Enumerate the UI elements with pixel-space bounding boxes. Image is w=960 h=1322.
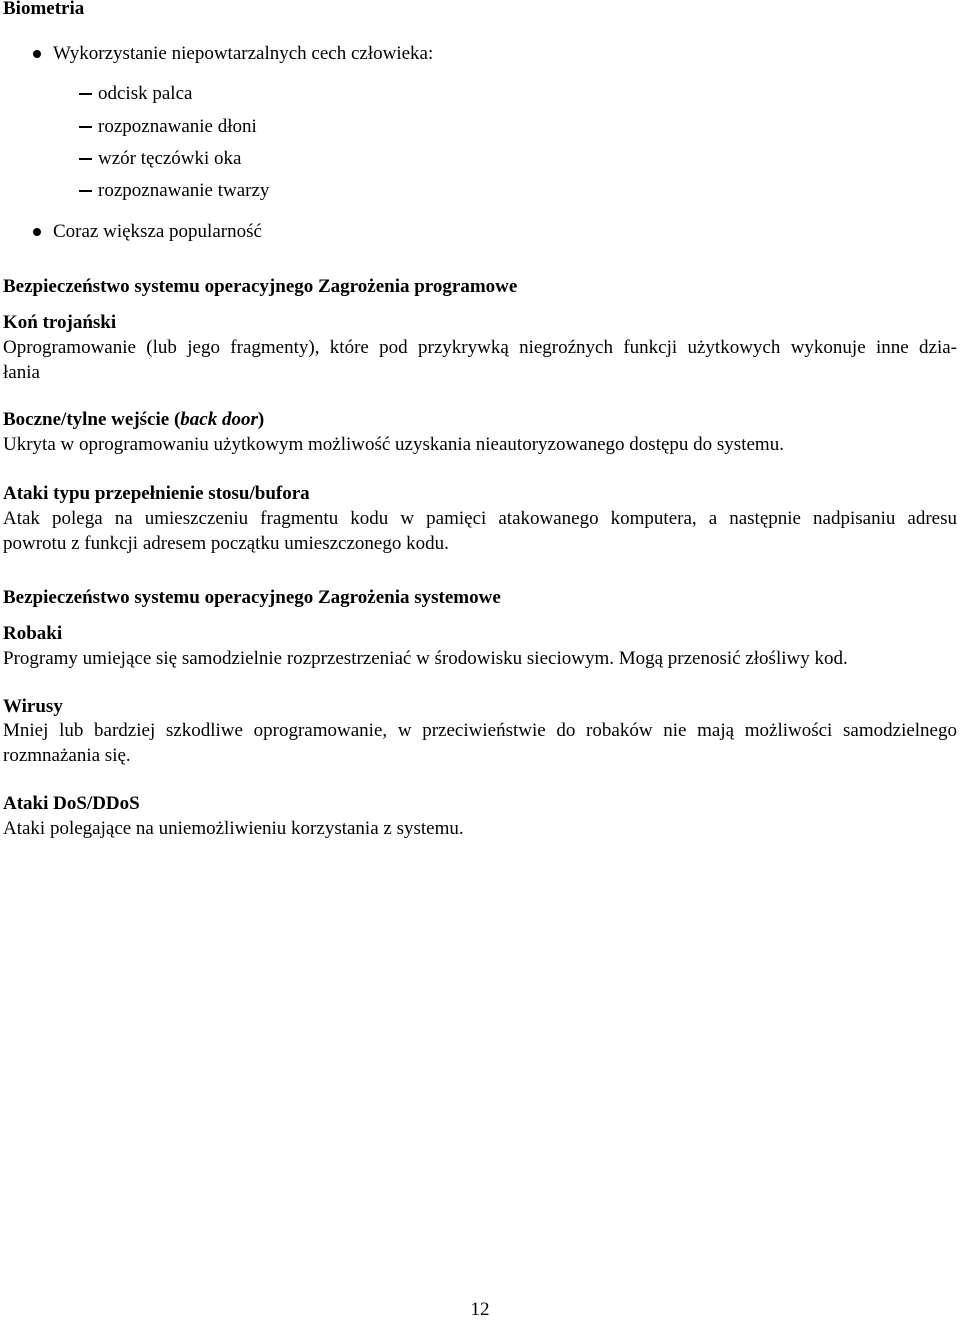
sub-list-item bbox=[3, 114, 957, 139]
item-body-line: Mniej lub bardziej szkodliwe oprogramowanie, w przeciwieństwie do robaków nie mają możliwości samodzielnego bbox=[3, 720, 957, 741]
item-body-line: rozmnażania się. bbox=[3, 745, 131, 766]
item-heading: Ataki DoS/DDoS bbox=[3, 793, 140, 814]
sub-list-item bbox=[3, 178, 957, 203]
item-heading: Robaki bbox=[3, 623, 63, 644]
item-body-line: Atak polega na umieszczeniu fragmentu kodu w pamięci atakowanego komputera, a następnie nadpisaniu adresu bbox=[3, 508, 957, 529]
page-number: 12 bbox=[470, 1299, 490, 1320]
sub-list-item bbox=[3, 146, 957, 171]
item-body-line: Ataki polegające na uniemożliwieniu korzystania z systemu. bbox=[3, 818, 464, 839]
item-heading-text: Boczne/tylne wejście ( bbox=[3, 409, 181, 430]
item-body-line: powrotu z funkcji adresem początku umieszczonego kodu. bbox=[3, 533, 449, 554]
bullet-item bbox=[3, 41, 957, 66]
bullet-dot-icon bbox=[33, 50, 41, 58]
dash-icon bbox=[79, 158, 92, 160]
sub-list-item-text: wzór tęczówki oka bbox=[98, 148, 242, 169]
sub-list-item bbox=[3, 81, 957, 106]
bullet-dot-icon bbox=[33, 228, 41, 236]
dash-icon bbox=[79, 190, 92, 192]
item-heading: Ataki typu przepełnienie stosu/bufora bbox=[3, 483, 310, 504]
item-body-line: łania bbox=[3, 362, 40, 383]
item-heading: Koń trojański bbox=[3, 312, 117, 333]
dash-icon bbox=[79, 93, 92, 95]
item-body-line: Ukryta w oprogramowaniu użytkowym możliwość uzyskania nieautoryzowanego dostępu do systemu. bbox=[3, 434, 784, 455]
dash-icon bbox=[79, 126, 92, 128]
item-heading-italic: back door bbox=[180, 409, 258, 430]
sub-list-item-text: rozpoznawanie twarzy bbox=[98, 180, 270, 201]
bullet-text: Wykorzystanie niepowtarzalnych cech człowieka: bbox=[53, 43, 434, 64]
bullet-text: Coraz większa popularność bbox=[53, 221, 262, 242]
section-heading: Bezpieczeństwo systemu operacyjnego Zagrożenia programowe bbox=[3, 276, 518, 297]
bullet-item bbox=[3, 219, 957, 244]
sub-list-item-text: odcisk palca bbox=[98, 83, 193, 104]
item-body-line: Programy umiejące się samodzielnie rozprzestrzeniać w środowisku sieciowym. Mogą przenosić złośliwy kod. bbox=[3, 648, 848, 669]
item-heading bbox=[3, 407, 264, 432]
section-heading: Bezpieczeństwo systemu operacyjnego Zagrożenia systemowe bbox=[3, 587, 501, 608]
item-heading-text: ) bbox=[257, 409, 265, 430]
item-body-line: Oprogramowanie (lub jego fragmenty), które pod przykrywką niegroźnych funkcji użytkowych wykonuje inne dzia- bbox=[3, 337, 957, 358]
sub-list-item-text: rozpoznawanie dłoni bbox=[98, 116, 257, 137]
document-title: Biometria bbox=[3, 0, 85, 19]
item-heading: Wirusy bbox=[3, 696, 63, 717]
